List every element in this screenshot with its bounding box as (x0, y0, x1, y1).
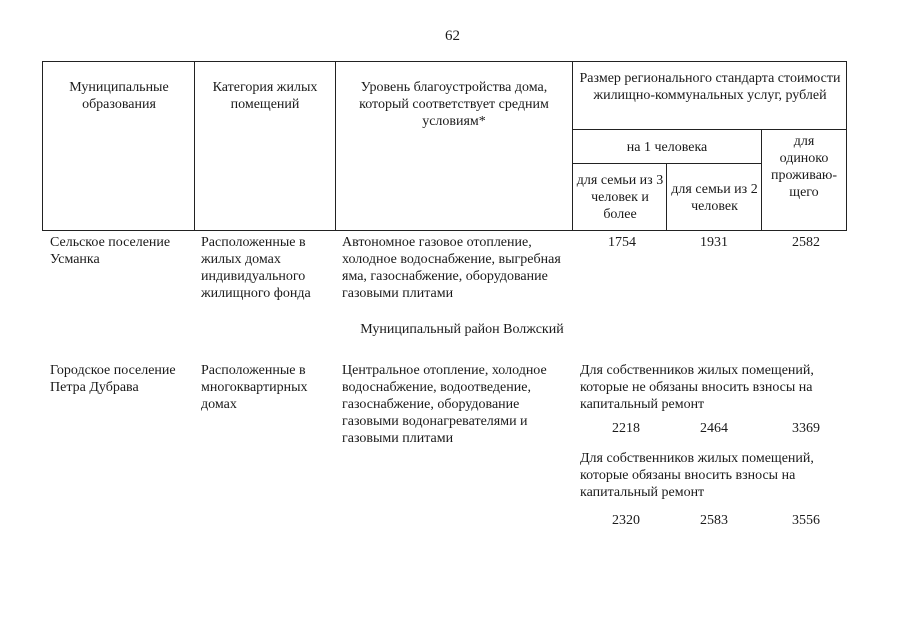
group1-value-family2: 2464 (700, 421, 728, 436)
group2-value-family3: 2320 (612, 513, 640, 528)
row-amenities: Автономное газовое отопление, холодное водоснабжение, выгребная яма, газоснабжение, оборудование газовыми плитами (342, 235, 561, 301)
row2-municipality: Городское поселение Петра Дубрава (50, 363, 176, 395)
group2-value-family2: 2583 (700, 513, 728, 528)
header-family-2: для семьи из 2 человек (671, 182, 758, 214)
header-single: для одиноко проживаю-щего (770, 134, 838, 200)
border-left (42, 61, 43, 231)
header-standard: Размер регионального стандарта стоимости жилищно-коммунальных услуг, рублей (579, 71, 841, 103)
border-bottom (42, 230, 847, 231)
group-label-capital-repair: Для собственников жилых помещений, которые обязаны вносить взносы на капитальный ремонт (580, 451, 814, 500)
row-value-family2: 1931 (700, 235, 728, 250)
row-value-single: 2582 (792, 235, 820, 250)
row-municipality: Сельское поселение Усманка (50, 235, 171, 267)
header-family-3: для семьи из 3 человек и более (576, 173, 664, 222)
header-amenities: Уровень благоустройства дома, который соответствует средним условиям* (359, 80, 549, 129)
group2-value-single: 3556 (792, 513, 820, 528)
row-value-family3: 1754 (608, 235, 636, 250)
col-divider (194, 61, 195, 231)
col-divider (666, 163, 667, 231)
row-category: Расположенные в жилых домах индивидуального жилищного фонда (201, 235, 311, 301)
district-title: Муниципальный район Волжский (360, 322, 564, 337)
row2-category: Расположенные в многоквартирных домах (201, 363, 308, 412)
col-divider (335, 61, 336, 231)
group-label-no-capital-repair: Для собственников жилых помещений, которые не обязаны вносить взносы на капитальный ремонт (580, 363, 814, 412)
border-top (42, 61, 847, 62)
group1-value-family3: 2218 (612, 421, 640, 436)
border-right (846, 61, 847, 231)
page-number: 62 (445, 28, 460, 44)
group1-value-single: 3369 (792, 421, 820, 436)
row-divider (572, 163, 762, 164)
header-per-person: на 1 человека (626, 140, 708, 155)
row-divider (572, 129, 847, 130)
header-municipality: Муниципальные образования (69, 80, 169, 112)
header-category: Категория жилых помещений (212, 80, 318, 112)
row2-amenities: Центральное отопление, холодное водоснабжение, водоотведение, газоснабжение, оборудование газовыми водонагревателями и газовыми плитами (342, 363, 547, 446)
